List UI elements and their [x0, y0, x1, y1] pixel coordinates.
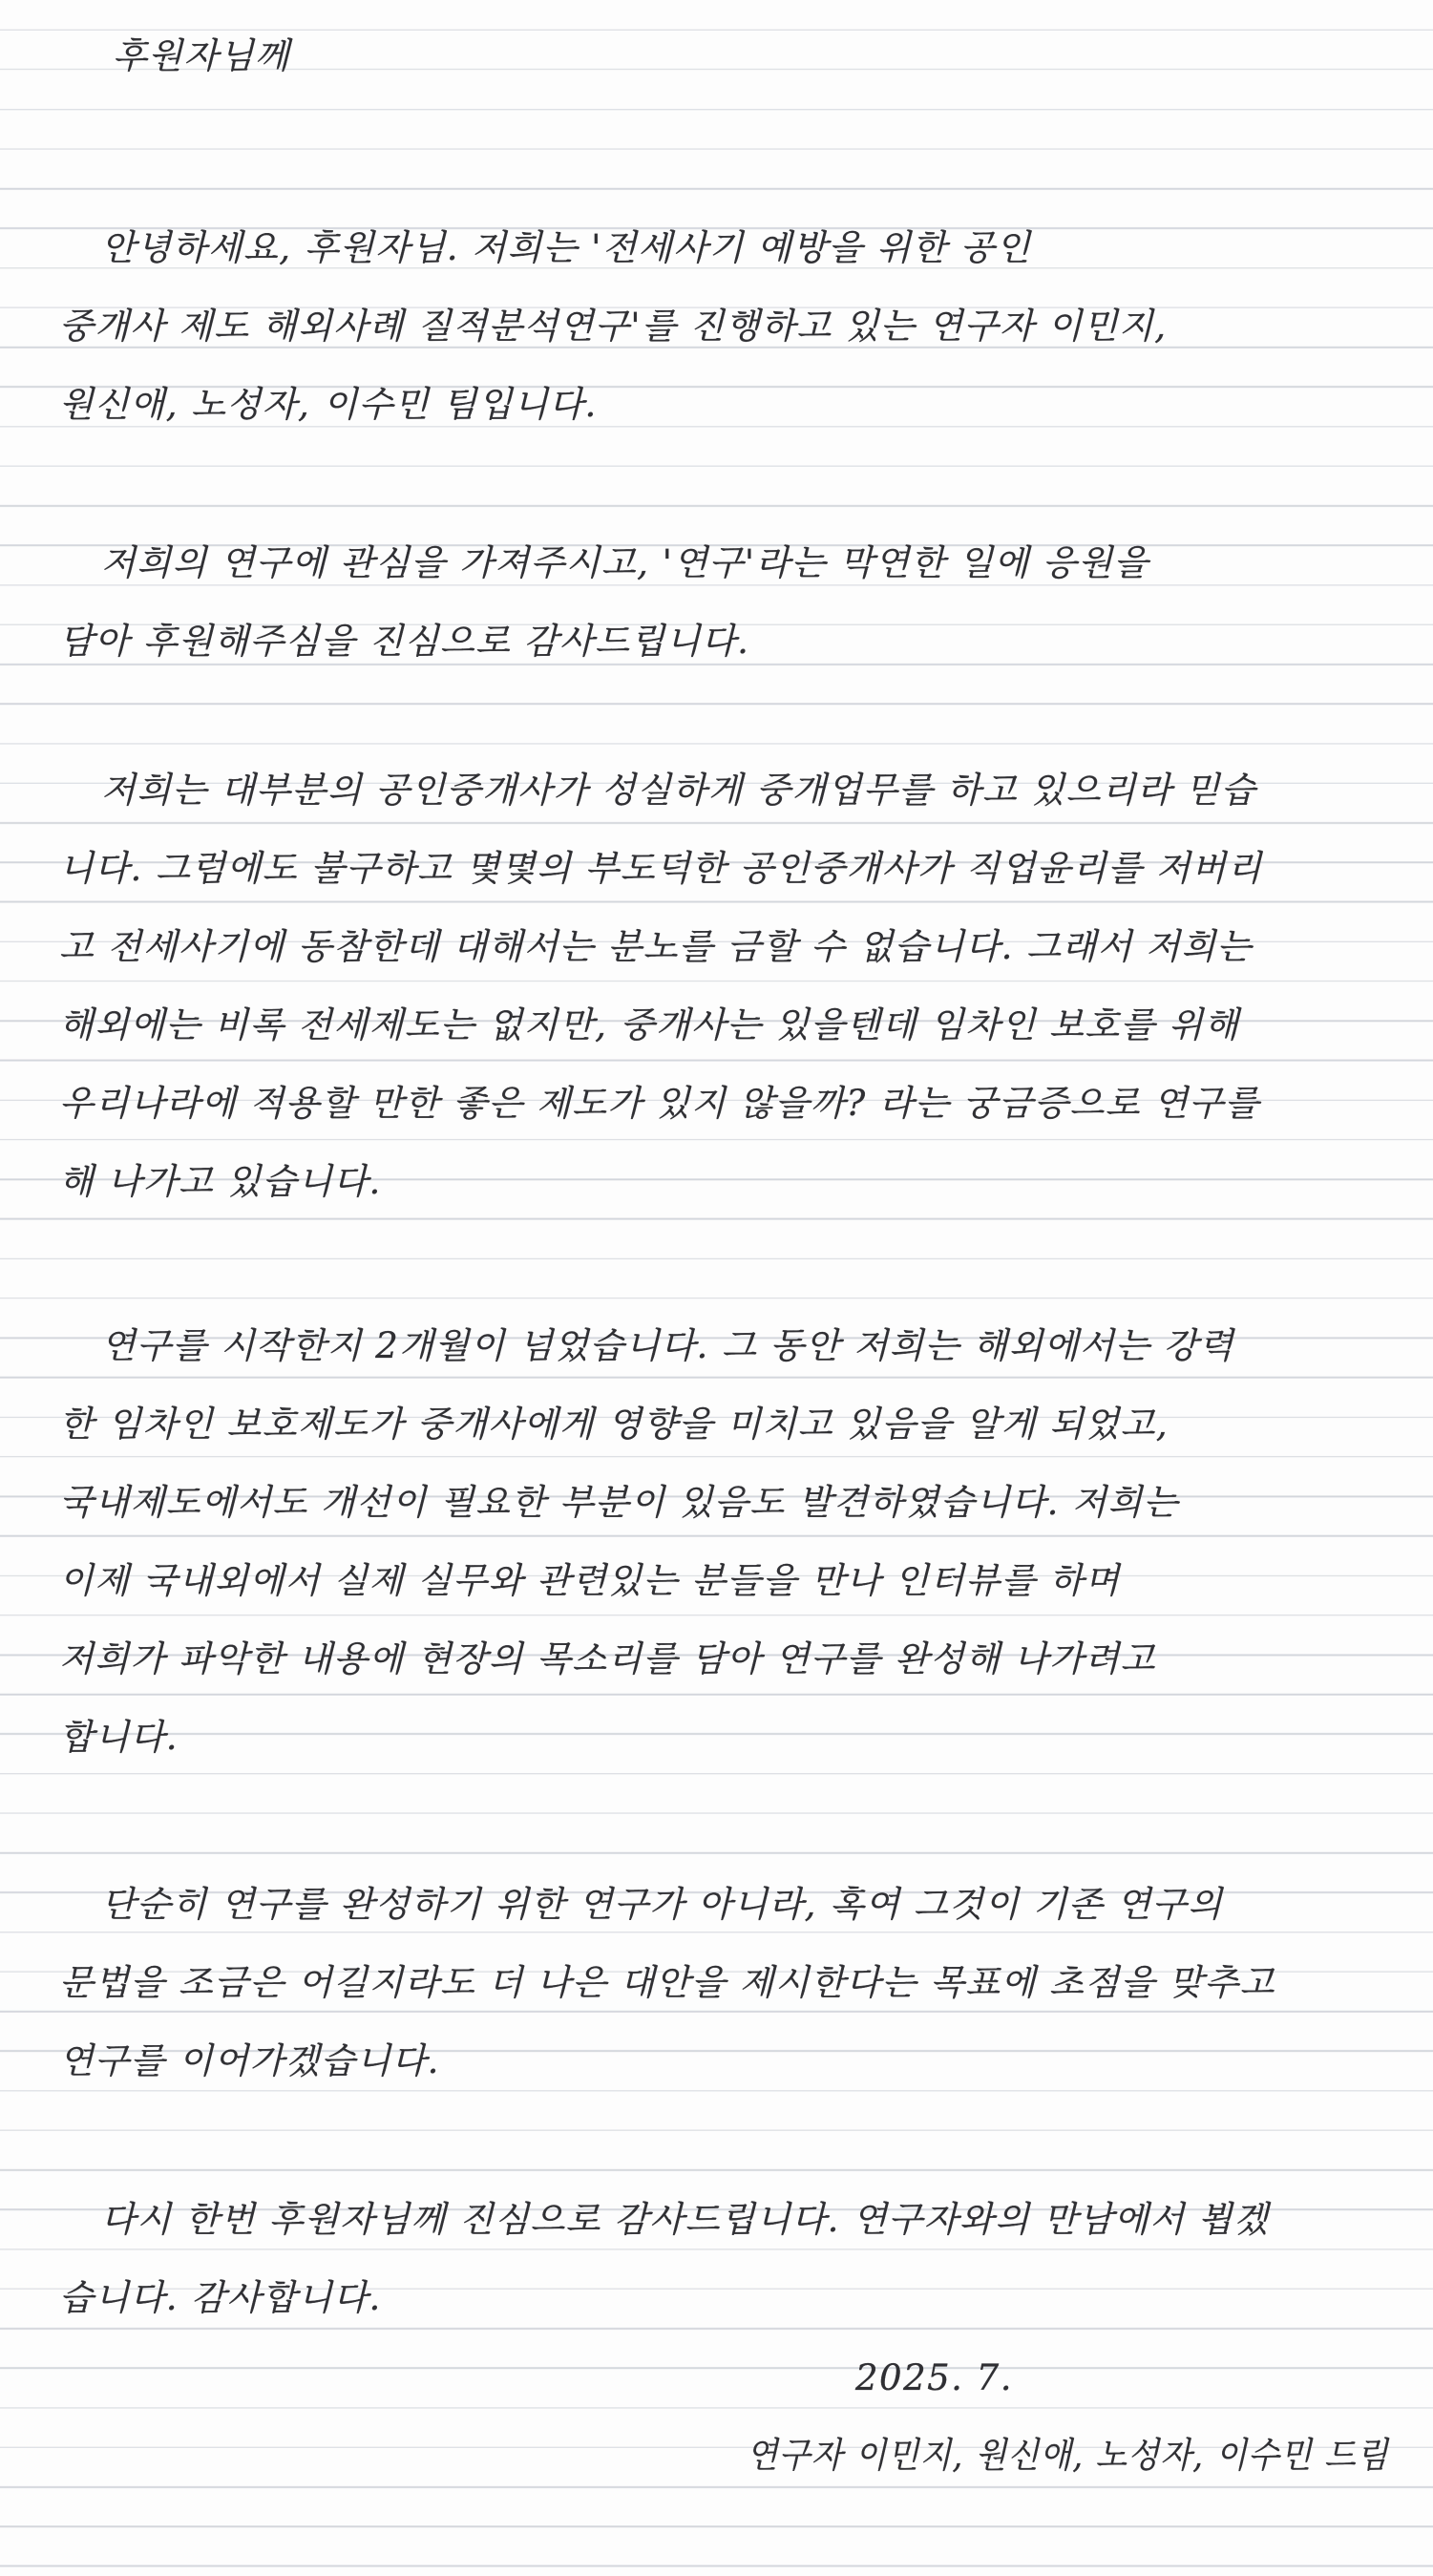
paragraph-line: 담아 후원해주심을 진심으로 감사드립니다. [59, 621, 750, 662]
paragraph-line: 니다. 그럼에도 불구하고 몇몇의 부도덕한 공인중개사가 직업윤리를 저버리 [59, 848, 1263, 889]
paragraph-line: 단순히 연구를 완성하기 위한 연구가 아니라, 혹여 그것이 기존 연구의 [101, 1884, 1224, 1925]
paragraph-line: 우리나라에 적용할 만한 좋은 제도가 있지 않을까? 라는 궁금증으로 연구를 [59, 1083, 1260, 1124]
letter-paragraph-4 [59, 1307, 1234, 1777]
paragraph-line: 저희가 파악한 내용에 현장의 목소리를 담아 연구를 완성해 나가려고 [59, 1638, 1156, 1679]
paragraph-line: 합니다. [59, 1717, 179, 1758]
paragraph-line: 해외에는 비록 전세제도는 없지만, 중개사는 있을텐데 임차인 보호를 위해 [59, 1004, 1240, 1045]
paragraph-line: 국내제도에서도 개선이 필요한 부분이 있음도 발견하였습니다. 저희는 [59, 1482, 1179, 1523]
paragraph-line: 습니다. 감사합니다. [59, 2277, 382, 2318]
letter-paragraph-6 [59, 2181, 1269, 2337]
paragraph-line: 한 임차인 보호제도가 중개사에게 영향을 미치고 있음을 알게 되었고, [59, 1404, 1170, 1445]
letter-paragraph-3 [59, 751, 1263, 1221]
paragraph-line: 문법을 조금은 어길지라도 더 나은 대안을 제시한다는 목표에 초점을 맞추고 [59, 1962, 1275, 2003]
letter-date: 2025. 7. [855, 2357, 1013, 2398]
paragraph-line: 중개사 제도 해외사례 질적분석연구'를 진행하고 있는 연구자 이민지, [59, 306, 1168, 347]
letter-signature: 연구자 이민지, 원신애, 노성자, 이수민 드림 [747, 2435, 1389, 2476]
paragraph-line: 이제 국내외에서 실제 실무와 관련있는 분들을 만나 인터뷰를 하며 [59, 1560, 1121, 1601]
letter-paragraph-2 [59, 524, 1149, 681]
paragraph-line: 해 나가고 있습니다. [59, 1161, 382, 1202]
letter-salutation: 후원자님께 [113, 35, 291, 76]
letter-paragraph-1 [59, 209, 1168, 444]
paragraph-line: 안녕하세요, 후원자님. 저희는 '전세사기 예방을 위한 공인 [101, 227, 1032, 268]
paragraph-line: 연구를 시작한지 2개월이 넘었습니다. 그 동안 저희는 해외에서는 강력 [101, 1325, 1235, 1366]
paragraph-line: 저희의 연구에 관심을 가져주시고, '연구'라는 막연한 일에 응원을 [101, 542, 1149, 583]
paragraph-line: 다시 한번 후원자님께 진심으로 감사드립니다. 연구자와의 만남에서 뵙겠 [101, 2199, 1270, 2240]
paragraph-line: 고 전세사기에 동참한데 대해서는 분노를 금할 수 없습니다. 그래서 저희는 [59, 926, 1253, 967]
paragraph-line: 저희는 대부분의 공인중개사가 성실하게 중개업무를 하고 있으리라 믿습 [101, 770, 1257, 811]
paragraph-line: 연구를 이어가겠습니다. [59, 2040, 440, 2081]
letter-paragraph-5 [59, 1866, 1275, 2101]
paragraph-line: 원신애, 노성자, 이수민 팀입니다. [59, 384, 598, 425]
